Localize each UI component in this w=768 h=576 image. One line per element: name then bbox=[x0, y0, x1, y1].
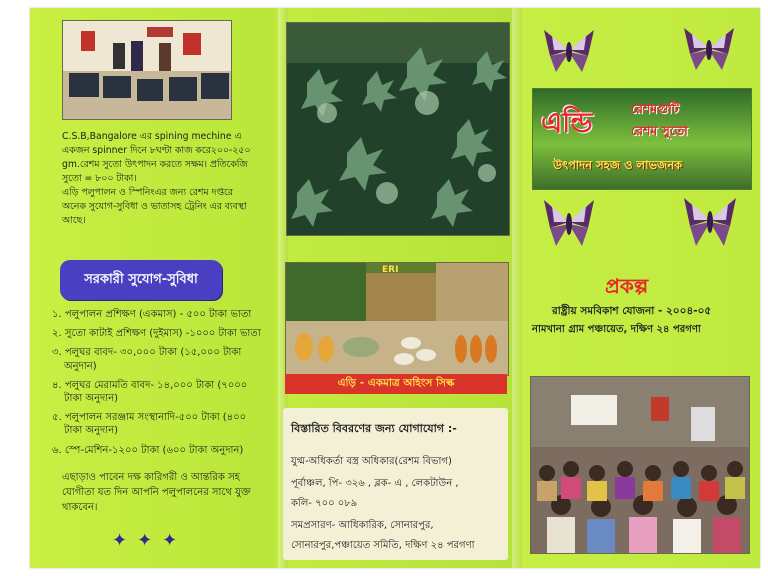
intro-line: gm.রেশম সুতো উৎপাদন করতে সক্ষম। প্রতিকেজি bbox=[62, 159, 248, 170]
closing-line: যোগীতা যত দিন আপনি পলুপালনের সাথে যুক্ত bbox=[62, 487, 251, 498]
project-scheme-line: রাষ্ট্রীয় সমবিকাশ যোজনা - ২০০৪-০৫ bbox=[552, 305, 712, 317]
list-item bbox=[52, 327, 272, 340]
benefit-line: অনুদান) bbox=[64, 360, 97, 372]
eri-caption bbox=[285, 374, 507, 394]
fold-line bbox=[512, 8, 522, 568]
contact-box bbox=[283, 408, 508, 560]
list-item bbox=[52, 308, 272, 321]
eri-silkworm-collage bbox=[285, 262, 509, 376]
benefit-line: টাকা অনুদান) bbox=[64, 393, 119, 405]
closing-paragraph bbox=[62, 470, 274, 515]
silkworm-moth-icon bbox=[540, 26, 598, 78]
star-ornament-icon: ✦✦✦ bbox=[112, 530, 188, 551]
intro-line: C.S.B,Bangalore এর spining mechine এ bbox=[62, 131, 242, 142]
intro-paragraph bbox=[62, 130, 274, 228]
contact-heading: বিস্তারিত বিবরণের জন্য যোগাযোগ :- bbox=[291, 422, 457, 435]
contact-line: যুগ্ম-অধিকর্তা বস্ত্র অধিকার(রেশম বিভাগ) bbox=[291, 456, 452, 467]
contact-line: সোনারপুর,পঞ্চায়েত সমিতি, দক্ষিণ ২৪ পরগণা bbox=[291, 540, 475, 551]
title-tagline: উৎপাদন সহজ ও লাভজনক bbox=[553, 158, 683, 172]
castor-plants-photo bbox=[286, 22, 510, 236]
benefit-line: ৩. পলুঘর বাবদ- ৩০,০০০ টাকা (১৫,০০০ টাকা bbox=[52, 347, 242, 359]
benefit-line: ৫. পলুপালন সরঞ্জাম সংস্থানাদি-৫০০ টাকা (৪০০ bbox=[52, 412, 247, 424]
intro-line: সুতো = ৮০০ টাকা। bbox=[62, 173, 137, 184]
intro-line: একজন spinner দিনে ৮ঘণ্টা কাজ করে২০০-২৫০ bbox=[62, 145, 251, 156]
list-item bbox=[52, 346, 272, 372]
list-item bbox=[52, 379, 272, 405]
project-location-line: নামখানা গ্রাম পঞ্চায়েত, দক্ষিণ ২৪ পরগণা bbox=[532, 324, 701, 335]
benefit-line: ৬. স্পে-মেশিন-১২০০ টাকা (৬০০ টাকা অনুদান) bbox=[52, 444, 244, 456]
spinning-room-photo bbox=[62, 20, 232, 120]
contact-line: কলি- ৭০০ ০৮৯ bbox=[291, 498, 358, 509]
project-heading: প্রকল্প bbox=[605, 274, 649, 298]
eri-caption-text: এড়ি - একমাত্র অহিংস সিল্ক bbox=[337, 376, 455, 389]
intro-line: আছে। bbox=[62, 215, 86, 226]
eri-label: ERI bbox=[382, 265, 399, 275]
benefits-list bbox=[52, 308, 272, 463]
intro-line: অনেক সুযোগ-সুবিধা ও ভাতাসহ ট্রেনিং এর ব্যবস্থা bbox=[62, 201, 247, 212]
list-item bbox=[52, 444, 272, 457]
contact-line: সমপ্রসারণ- আধিকারিক, সোনারপুর, bbox=[291, 520, 434, 531]
title-main: এন্ডি bbox=[541, 106, 593, 139]
benefit-line: ২. সুতো কাটাই প্রশিক্ষণ (দুইমাস) -১০০০ টাকা ভাতা bbox=[52, 328, 261, 340]
benefits-banner bbox=[60, 260, 222, 300]
benefit-line: ৪. পলুঘর মেরামতি বাবদ- ১৪,০০০ টাকা (৭০০০ bbox=[52, 379, 248, 391]
title-panel bbox=[532, 88, 752, 190]
silkworm-moth-icon bbox=[680, 24, 738, 76]
intro-line: এড়ি পলুপালন ও স্পিনিংএর জন্য রেশম দপ্তরে bbox=[62, 187, 233, 198]
title-line: রেশম সুতো bbox=[631, 123, 688, 138]
silkworm-moth-icon bbox=[540, 196, 598, 252]
closing-line: এছাড়াও পাবেন দক্ষ কারিগরী ও আন্তরিক সহ bbox=[62, 472, 240, 483]
contact-line: পূর্বাঞ্চল, পি- ৩২৬ , ব্লক- এ , লেকটাউন , bbox=[291, 478, 459, 489]
training-meeting-photo bbox=[530, 376, 750, 554]
benefit-line: ১. পলুপালন প্রশিক্ষণ (একমাস) - ৫০০ টাকা ভাতা bbox=[52, 309, 252, 320]
closing-line: থাকবেন। bbox=[62, 502, 98, 513]
silkworm-moth-icon bbox=[680, 194, 740, 252]
benefits-banner-label: সরকারী সুযোগ-সুবিধা bbox=[84, 271, 198, 287]
list-item bbox=[52, 411, 272, 437]
title-line: রেশমগুটি bbox=[631, 101, 679, 116]
benefit-line: টাকা অনুদান) bbox=[64, 425, 119, 437]
